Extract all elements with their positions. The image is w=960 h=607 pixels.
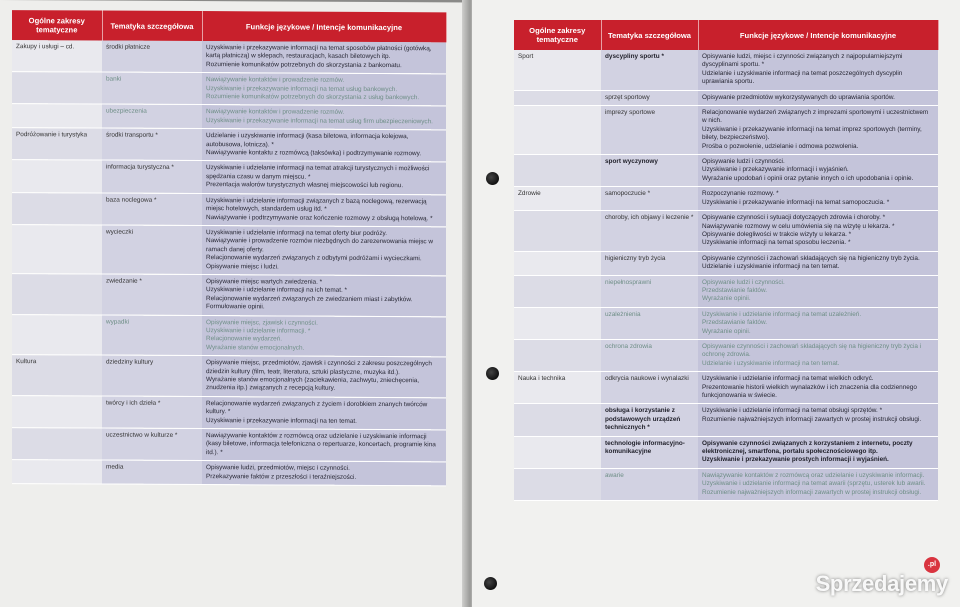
language-functions-cell [202,461,446,486]
detailed-topic-cell: baza noclegowa * [102,193,202,226]
function-line: Uzyskiwanie i udzielanie informacji na temat atrakcji turystycznych i możliwości spędzania czasu w danym miejscu. * [206,164,430,181]
function-line: Relacjonowanie wydarzeń związanych z życiem i dorobkiem znanych twórców kultury. * [206,399,428,416]
general-scope-cell: Kultura [12,355,102,396]
detailed-topic-cell: wycieczki [102,225,202,275]
general-scope-cell [514,339,601,371]
table-row [12,460,446,486]
table-row [514,211,938,252]
function-line: Przedstawianie faktów. [702,286,768,294]
language-functions-cell [202,193,446,226]
general-scope-cell [12,224,102,274]
general-scope-cell [12,314,102,355]
table-row [514,436,938,468]
general-scope-cell [514,404,601,436]
general-scope-cell: Podróżowanie i turystyka [12,128,102,161]
table-row [12,314,446,357]
function-line: Uzyskiwanie i udzielanie informacji na temat wielkich odkryć. [702,375,874,383]
function-line: Prezentowanie historii wielkich wynalazków i ich znaczenia dla codziennego funkcjonowania w świecie. [702,383,917,399]
function-line: Udzielanie i uzyskiwanie informacji na ten temat. [702,263,840,271]
general-scope-cell [12,274,102,315]
detailed-topic-cell: uczestnictwo w kulturze * [102,428,202,461]
general-scope-cell [12,160,102,193]
function-line: Prezentacja walorów turystycznych własnej miejscowości lub regionu. [206,181,404,190]
table-row [12,192,446,226]
language-functions-cell [698,90,938,105]
table-row [12,160,446,194]
table-row [12,428,446,462]
table-row [514,251,938,275]
header-language-functions: Funkcje językowe / Intencje komunikacyjne [202,11,446,42]
language-functions-cell [698,436,938,468]
table-row [12,274,446,317]
function-line: Opisywanie miejsc wartych zwiedzenia. * [206,278,323,286]
language-functions-cell [698,187,938,211]
detailed-topic-cell: zwiedzanie * [102,274,202,315]
general-scope-cell [514,106,601,155]
detailed-topic-cell: samopoczucie * [601,187,698,211]
language-functions-cell [698,275,938,307]
function-line: Przekazywanie faktów z przeszłości i teraźniejszości. [206,472,357,481]
function-line: Uzyskiwanie i przekazywanie informacji i wyjaśnień. [702,166,849,174]
detailed-topic-cell: dziedziny kultury [102,355,202,396]
table-row [12,355,446,398]
detailed-topic-cell: obsługa i korzystanie z podstawowych urządzeń technicznych * [601,404,698,436]
language-functions-cell [698,155,938,187]
language-functions-cell [698,339,938,371]
header-detailed-topic: Tematyka szczegółowa [102,11,202,42]
table-row [514,50,938,90]
detailed-topic-cell: ochrona zdrowia [601,339,698,371]
function-line: Prośba o pozwolenie, udzielanie i odmowa pozwolenia. [702,142,859,150]
function-line: Uzyskiwanie i udzielanie informacji na temat obsługi sprzętów. * [702,407,883,415]
binder-hole-bottom [484,577,497,590]
table-row [514,106,938,155]
detailed-topic-cell: odkrycia naukowe i wynalazki [601,372,698,404]
language-functions-cell [698,404,938,436]
detailed-topic-cell: środki transportu * [102,128,202,161]
general-scope-cell [514,155,601,187]
table-row [12,40,446,74]
detailed-topic-cell: twórcy i ich dzieła * [102,396,202,429]
language-functions-cell [202,73,446,106]
function-line: Wyrażanie opinii. [702,295,751,303]
binder-hole-top [486,172,499,185]
function-line: Nawiązywanie kontaktów i prowadzenie rozmów. [206,108,345,117]
function-line: Opisywanie przedmiotów wykorzystywanych do uprawiania sportów. [702,93,895,101]
general-scope-cell [514,468,601,500]
table-row [514,155,938,187]
function-line: Wyrażanie stanów emocjonalnych (zaciekawienia, zachwytu, zniechęcenia, znudzenia itp.) związanych z recepcją kultury. [206,376,420,393]
detailed-topic-cell: higieniczny tryb życia [601,251,698,275]
table-row [12,395,446,429]
function-line: Rozumienie najważniejszych informacji zawartych w prostej instrukcji obsługi. [702,415,922,423]
detailed-topic-cell: niepełnosprawni [601,275,698,307]
function-line: Uzyskiwanie i udzielanie informacji związanych z bazą noclegową, rezerwacją miejsc hotelowych, standardem usług itd. * [206,196,427,213]
language-functions-cell [698,468,938,500]
detailed-topic-cell: środki płatnicze [102,41,202,73]
function-line: Uzyskiwanie i przekazywanie informacji na temat samopoczucia. * [702,198,890,206]
language-functions-cell [202,105,446,130]
function-line: Rozumienie komunikatów potrzebnych do skorzystania z usług bankowych. [206,93,420,102]
function-line: Formułowanie opinii. [206,303,265,311]
table-row [514,404,938,436]
function-line: Opisywanie dolegliwości w trakcie wizyty u lekarza. * [702,230,852,238]
function-line: Udzielanie i uzyskiwanie informacji (kasa biletowa, informacja kolejowa, autobusowa, lotnicza). * [206,132,409,149]
general-scope-cell [12,428,102,461]
function-line: Nawiązywanie kontaktów z rozmówcą oraz udzielanie i uzyskiwanie informacji. Uzyskiwanie i udzielanie informacji na temat awarii (sprzętu, usterek lub awarii. [702,471,926,488]
general-scope-cell: Nauka i technika [514,372,601,404]
function-line: Uzyskiwanie i udzielanie informacji. * [206,327,311,335]
function-line: Opisywanie miejsc, przedmiotów, zjawisk i czynności z zakresu poszczególnych dziedzin kultury (film, teatr, literatura, sztuki plastyczne, muzyka itd.). [206,359,432,376]
function-line: Wyrażanie stanów emocjonalnych. [206,343,305,352]
general-scope-cell: Sport [514,50,601,90]
general-scope-cell: Zakupy i usługi – cd. [12,40,102,72]
function-line: Uzyskiwanie informacji na temat sposobu leczenia. * [702,239,851,247]
right-page [472,0,960,607]
detailed-topic-cell: awarie [601,468,698,500]
general-scope-cell [12,192,102,225]
detailed-topic-cell: technologie informacyjno-komunikacyjne [601,436,698,468]
function-line: Nawiązywanie i prowadzenie rozmów niezbędnych do zarezerwowania miejsc w ramach danej oferty. [206,237,433,254]
language-functions-cell [202,356,446,398]
function-line: Rozumienie najważniejszych informacji zawartych w prostej instrukcji obsługi. [702,488,922,496]
function-line: Opisywanie ludzi i czynności. [702,278,785,286]
function-line: Udzielanie i uzyskiwanie informacji na ten temat. [702,359,840,367]
function-line: Nawiązywanie kontaktów z rozmówcą oraz udzielanie i uzyskiwanie informacji (kasy biletowe, informacja telefoniczna o repertuarze, koncertach, programie kina itd.). * [206,432,436,457]
function-line: Rozpoczynanie rozmowy. * [702,190,779,198]
table-row [514,307,938,339]
general-scope-cell: Zdrowie [514,187,601,211]
general-scope-cell [514,307,601,339]
function-line: Relacjonowanie wydarzeń związanych z imprezami sportowymi i uczestnictwem w nich. [702,109,929,125]
function-line: Uzyskiwanie i przekazywanie informacji na temat imprez sportowych (terminy, bilety, bezpieczeństwo). [702,125,922,142]
header-detailed-topic: Tematyka szczegółowa [601,20,698,50]
function-line: Nawiązywanie i podtrzymywanie oraz kończenie rozmowy z obsługą hotelową. * [206,213,433,222]
detailed-topic-cell: informacja turystyczna * [102,161,202,194]
function-line: Wyrażanie upodobań i opinii oraz pytanie innych o ich upodobania i opinie. [702,174,914,182]
table-row [514,90,938,105]
detailed-topic-cell: dyscypliny sportu * [601,50,698,90]
language-functions-cell [698,307,938,339]
right-curriculum-table [514,20,939,501]
detailed-topic-cell: wypadki [102,315,202,356]
function-line: Wyrażanie opinii. [702,327,751,335]
function-line: Przedstawianie faktów. [702,319,768,327]
watermark-logo: Sprzedajemy [815,571,948,596]
function-line: Nawiązywanie kontaktów i prowadzenie rozmów. [206,76,345,85]
function-line: Nawiązywanie kontaktu z rozmówcą (taksówka) i podtrzymywanie rozmowy. [206,149,422,158]
function-line: Rozumienie komunikatów potrzebnych do skorzystania z bankomatu. [206,60,402,69]
function-line: Opisywanie miejsc i ludzi. [206,262,279,270]
function-line: Opisywanie czynności związanych z korzystaniem z internetu, poczty elektronicznej, smartfona, portalu społecznościowego itp. [702,439,913,456]
general-scope-cell [514,90,601,105]
detailed-topic-cell: media [102,460,202,484]
general-scope-cell [12,104,102,128]
general-scope-cell [12,460,102,484]
detailed-topic-cell: sport wyczynowy [601,155,698,187]
language-functions-cell [698,372,938,404]
function-line: Uzyskiwanie i przekazywanie prostych informacji i wyjaśnień. [702,456,889,464]
function-line: Relacjonowanie wydarzeń. [206,335,283,343]
function-line: Relacjonowanie wydarzeń związanych z odbytymi podróżami i wycieczkami. [206,254,422,263]
function-line: Opisywanie ludzi, przedmiotów, miejsc i czynności. [206,464,350,473]
function-line: Uzyskiwanie i udzielanie informacji na temat oferty biur podróży. [206,228,388,237]
language-functions-cell [698,106,938,155]
table-row [514,339,938,371]
detailed-topic-cell: imprezy sportowe [601,106,698,155]
function-line: Nawiązywanie rozmowy w celu umówienia się na wizytę u lekarza. * [702,222,895,230]
language-functions-cell [698,50,938,90]
general-scope-cell [12,72,102,105]
detailed-topic-cell: sprzęt sportowy [601,90,698,105]
function-line: Uzyskiwanie i przekazywanie informacji na temat sposobów płatności (gotówką, kartą płatniczą) w sklepach, restauracjach, kasach biletowych itp. [206,44,432,61]
left-curriculum-table [12,10,447,486]
language-functions-cell [202,225,446,275]
table-row [12,128,446,162]
function-line: Uzyskiwanie i udzielanie informacji na temat uzależnień. [702,310,862,318]
binder-hole-middle [486,367,499,380]
left-page [0,0,470,607]
function-line: Opisywanie ludzi, miejsc i czynności związanych z najpopularniejszymi dyscyplinami sportu. * [702,53,903,69]
language-functions-cell [202,396,446,429]
function-line: Opisywanie miejsc, zjawisk i czynności. [206,318,318,327]
function-line: Uzyskiwanie i przekazywanie informacji na temat usług firm ubezpieczeniowych. [206,116,433,126]
general-scope-cell [514,436,601,468]
table-row [514,275,938,307]
table-row [12,224,446,275]
function-line: Opisywanie ludzi i czynności. [702,158,785,166]
function-line: Uzyskiwanie i udzielanie informacji na ich temat. * [206,286,348,295]
table-row [514,187,938,211]
general-scope-cell [514,275,601,307]
header-language-functions: Funkcje językowe / Intencje komunikacyjne [698,20,938,50]
general-scope-cell [12,395,102,428]
function-line: Udzielanie i uzyskiwanie informacji na temat poszczególnych dyscyplin uprawiania sportu. [702,69,903,86]
table-row [12,72,446,106]
general-scope-cell [514,211,601,252]
header-general-scope: Ogólne zakresy tematyczne [514,20,601,50]
function-line: Opisywanie czynności i zachowań składających się na higieniczny tryb życia. [702,254,920,262]
language-functions-cell [698,251,938,275]
detailed-topic-cell: choroby, ich objawy i leczenie * [601,211,698,252]
language-functions-cell [202,41,446,74]
table-row [12,104,446,130]
table-row [514,468,938,500]
function-line: Uzyskiwanie i przekazywanie informacji na ten temat. [206,416,357,425]
general-scope-cell [514,251,601,275]
function-line: Uzyskiwanie i przekazywanie informacji na temat usług bankowych. [206,84,398,93]
header-general-scope: Ogólne zakresy tematyczne [12,10,102,40]
detailed-topic-cell: uzależnienia [601,307,698,339]
table-row [514,372,938,404]
language-functions-cell [202,315,446,357]
language-functions-cell [202,161,446,194]
language-functions-cell [202,129,446,162]
language-functions-cell [202,429,446,462]
language-functions-cell [202,274,446,316]
watermark-badge: .pl [924,557,940,573]
function-line: Opisywanie czynności i zachowań składających się na higieniczny tryb życia i ochronę zdrowia. [702,342,922,359]
detailed-topic-cell: ubezpieczenia [102,104,202,128]
detailed-topic-cell: banki [102,72,202,105]
function-line: Relacjonowanie wydarzeń związanych ze zwiedzaniem miast i zabytków. [206,294,413,303]
function-line: Opisywanie czynności i sytuacji dotyczących zdrowia i choroby. * [702,214,886,222]
language-functions-cell [698,211,938,252]
